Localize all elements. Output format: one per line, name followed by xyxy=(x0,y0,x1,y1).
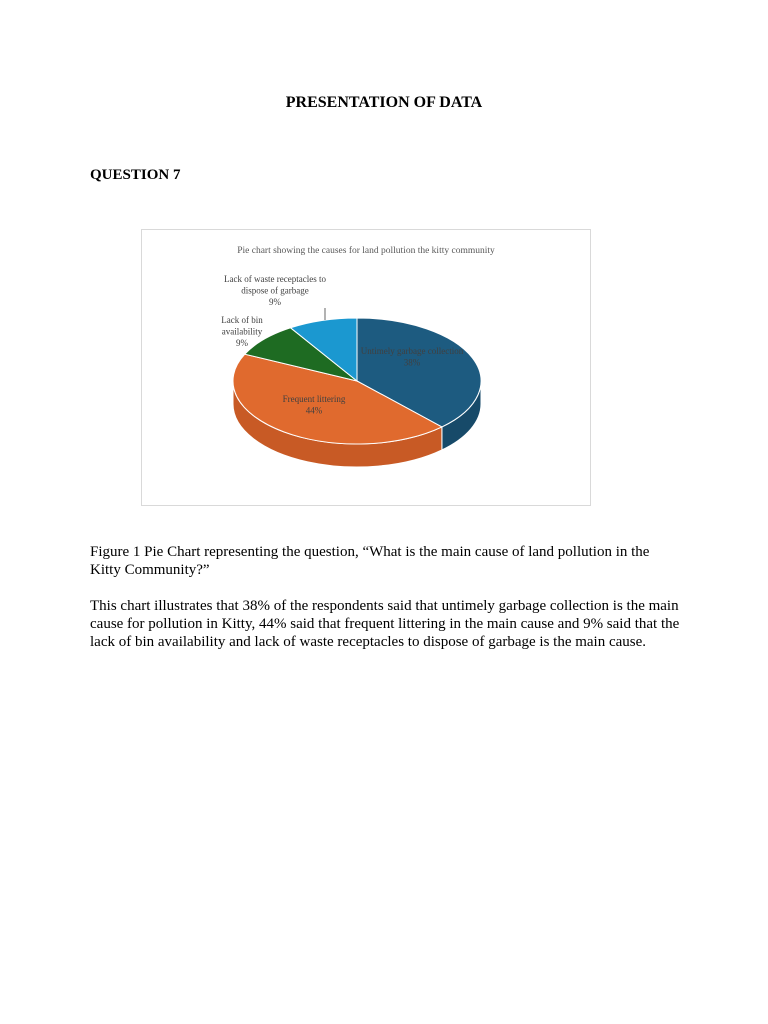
body-paragraph: This chart illustrates that 38% of the respondents said that untimely garbage collection is the main cause for pollution in Kitty, 44% said that frequent littering in the main cause and 9% said that the lack of bin availability and lack of waste receptacles to dispose of garbage is the main cause. xyxy=(90,598,680,650)
figure-caption: Figure 1 Pie Chart representing the question, “What is the main cause of land pollution in the Kitty Community?” xyxy=(90,544,650,578)
pie-tops xyxy=(233,318,481,444)
data-label-frequent-littering: Frequent littering 44% xyxy=(282,394,346,416)
chart-title: Pie chart showing the causes for land pollution the kitty community xyxy=(237,246,495,256)
pie-chart xyxy=(141,229,591,506)
page-heading: PRESENTATION OF DATA xyxy=(285,94,483,111)
pie-chart-svg xyxy=(142,230,590,505)
question-label: QUESTION 7 xyxy=(90,167,181,183)
data-label-lack-of-waste-receptacles-to-dispose-of-garbage: Lack of waste receptacles to dispose of garbage 9% xyxy=(224,274,326,307)
data-label-lack-of-bin-availability: Lack of bin availability 9% xyxy=(221,315,263,348)
data-label-untimely-garbage-collection: Untimely garbage collection 38% xyxy=(360,346,464,368)
